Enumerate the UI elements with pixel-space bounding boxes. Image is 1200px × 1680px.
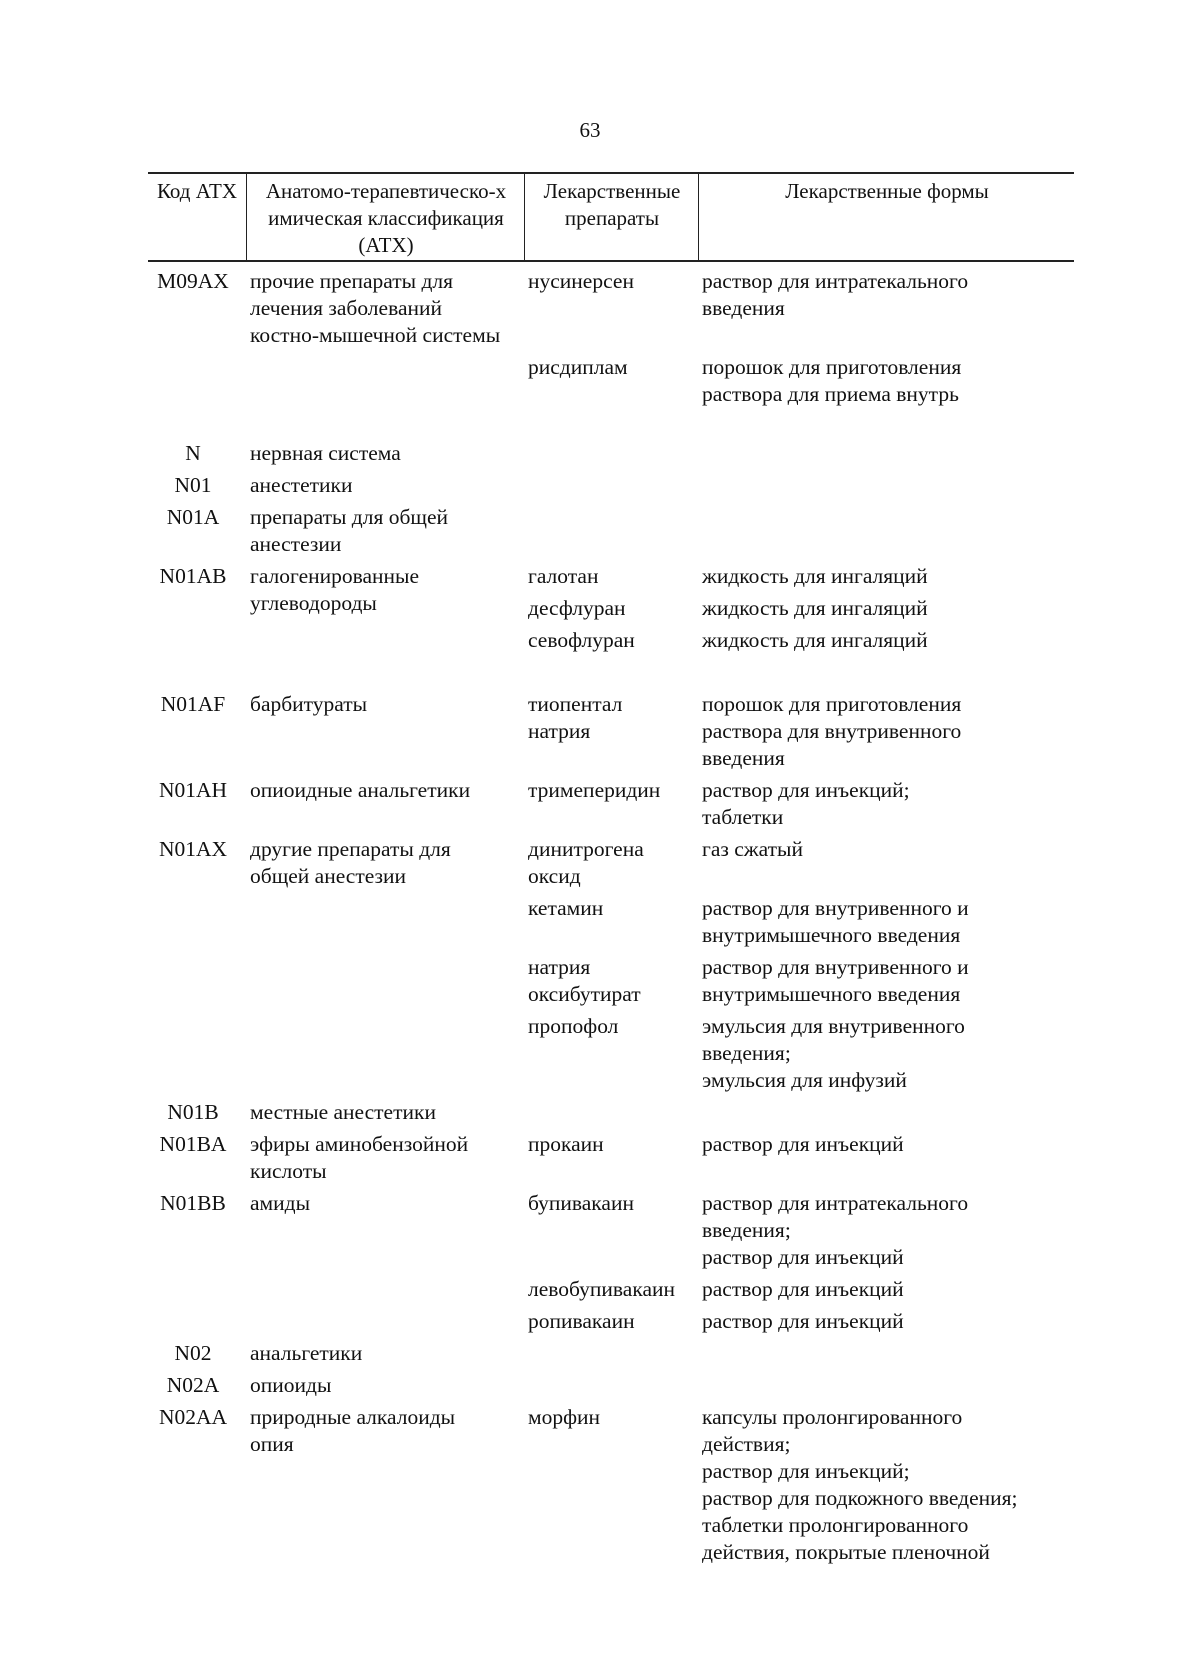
table-row <box>0 1276 1200 1308</box>
table-row <box>0 627 1200 691</box>
dosage-form: раствор для инъекций <box>702 1132 904 1156</box>
dosage-form: капсулы пролонгированного действия; раствор для инъекций; раствор для подкожного введения; таблетки пролонгированного действия, покрытые пленочной <box>702 1405 1018 1564</box>
table-row <box>0 472 1200 504</box>
page-number: 63 <box>579 118 601 142</box>
header-code: Код АТХ <box>156 179 238 203</box>
table-row <box>0 1308 1200 1340</box>
atx-code: N01A <box>166 505 220 529</box>
dosage-form: раствор для интратекального введения <box>702 269 969 320</box>
table-row <box>0 595 1200 627</box>
table-row <box>0 268 1200 354</box>
dosage-form: раствор для внутривенного и внутримышечного введения <box>702 896 969 947</box>
drug-name: пропофол <box>528 1014 619 1038</box>
drug-name: севофлуран <box>528 628 635 652</box>
drug-name: тиопентал натрия <box>528 692 623 743</box>
table-row <box>0 1190 1200 1276</box>
atx-code: M09AX <box>157 269 229 293</box>
drug-name: нусинерсен <box>528 269 634 293</box>
dosage-form: газ сжатый <box>702 837 803 861</box>
drug-name: левобупивакаин <box>528 1277 675 1301</box>
drug-name: ропивакаин <box>528 1309 635 1333</box>
table-row <box>0 1099 1200 1131</box>
atx-group: опиоиды <box>250 1373 332 1397</box>
dosage-form: раствор для инъекций <box>702 1277 904 1301</box>
dosage-form: раствор для внутривенного и внутримышечного введения <box>702 955 969 1006</box>
dosage-form: эмульсия для внутривенного введения; эмульсия для инфузий <box>702 1014 965 1092</box>
header-top-rule <box>148 172 1074 174</box>
header-form: Лекарственные формы <box>785 179 989 203</box>
drug-name: десфлуран <box>528 596 626 620</box>
table-row <box>0 1404 1200 1574</box>
drug-name: динитрогена оксид <box>528 837 644 888</box>
atx-code: N01AF <box>160 692 226 716</box>
drug-name: кетамин <box>528 896 604 920</box>
dosage-form: порошок для приготовления раствора для внутривенного введения <box>702 692 962 770</box>
table-row <box>0 504 1200 563</box>
atx-group: опиоидные анальгетики <box>250 778 471 802</box>
table-row <box>0 895 1200 954</box>
dosage-form: жидкость для ингаляций <box>702 596 928 620</box>
table-row <box>0 440 1200 472</box>
drug-name: морфин <box>528 1405 601 1429</box>
table-row <box>0 836 1200 895</box>
atx-code: N <box>185 441 201 465</box>
atx-group: галогенированные углеводороды <box>250 564 420 615</box>
drug-name: прокаин <box>528 1132 604 1156</box>
dosage-form: раствор для интратекального введения; раствор для инъекций <box>702 1191 969 1269</box>
table-row <box>0 1013 1200 1099</box>
atx-code: N01 <box>174 473 212 497</box>
atx-code: N01B <box>167 1100 219 1124</box>
table-row <box>0 1131 1200 1190</box>
dosage-form: жидкость для ингаляций <box>702 564 928 588</box>
atx-code: N01BA <box>159 1132 227 1156</box>
header-drug: Лекарственные препараты <box>543 179 681 230</box>
table-row <box>0 954 1200 1013</box>
header-bottom-rule <box>148 260 1074 262</box>
atx-code: N02A <box>166 1373 220 1397</box>
dosage-form: порошок для приготовления раствора для приема внутрь <box>702 355 962 406</box>
drug-name: галотан <box>528 564 599 588</box>
drug-name: тримеперидин <box>528 778 661 802</box>
header-divider-2 <box>524 172 525 262</box>
atx-group: амиды <box>250 1191 311 1215</box>
table-row <box>0 691 1200 777</box>
atx-group: другие препараты для общей анестезии <box>250 837 451 888</box>
header-divider-3 <box>698 172 699 262</box>
dosage-form: жидкость для ингаляций <box>702 628 928 652</box>
header-atx: Анатомо-терапевтическо-х имическая классификация (АТХ) <box>265 179 507 257</box>
drug-name: натрия оксибутират <box>528 955 641 1006</box>
dosage-form: раствор для инъекций; таблетки <box>702 778 910 829</box>
atx-code: N01AH <box>158 778 228 802</box>
atx-group: барбитураты <box>250 692 368 716</box>
atx-group: прочие препараты для лечения заболеваний костно-мышечной системы <box>250 269 501 347</box>
atx-group: анальгетики <box>250 1341 363 1365</box>
atx-code: N02 <box>174 1341 212 1365</box>
drug-name: бупивакаин <box>528 1191 634 1215</box>
table-row <box>0 1372 1200 1404</box>
atx-code: N01AX <box>158 837 228 861</box>
atx-code: N02AA <box>158 1405 228 1429</box>
table-row <box>0 777 1200 836</box>
table-body <box>0 268 1200 1574</box>
atx-group: природные алкалоиды опия <box>250 1405 456 1456</box>
atx-group: анестетики <box>250 473 353 497</box>
table-row <box>0 354 1200 440</box>
atx-code: N01BB <box>160 1191 226 1215</box>
atx-group: эфиры аминобензойной кислоты <box>250 1132 469 1183</box>
drug-name: рисдиплам <box>528 355 628 379</box>
atx-group: нервная система <box>250 441 401 465</box>
atx-code: N01AB <box>159 564 227 588</box>
atx-group: препараты для общей анестезии <box>250 505 449 556</box>
table-row <box>0 1340 1200 1372</box>
atx-group: местные анестетики <box>250 1100 436 1124</box>
dosage-form: раствор для инъекций <box>702 1309 904 1333</box>
header-divider-1 <box>246 172 247 262</box>
